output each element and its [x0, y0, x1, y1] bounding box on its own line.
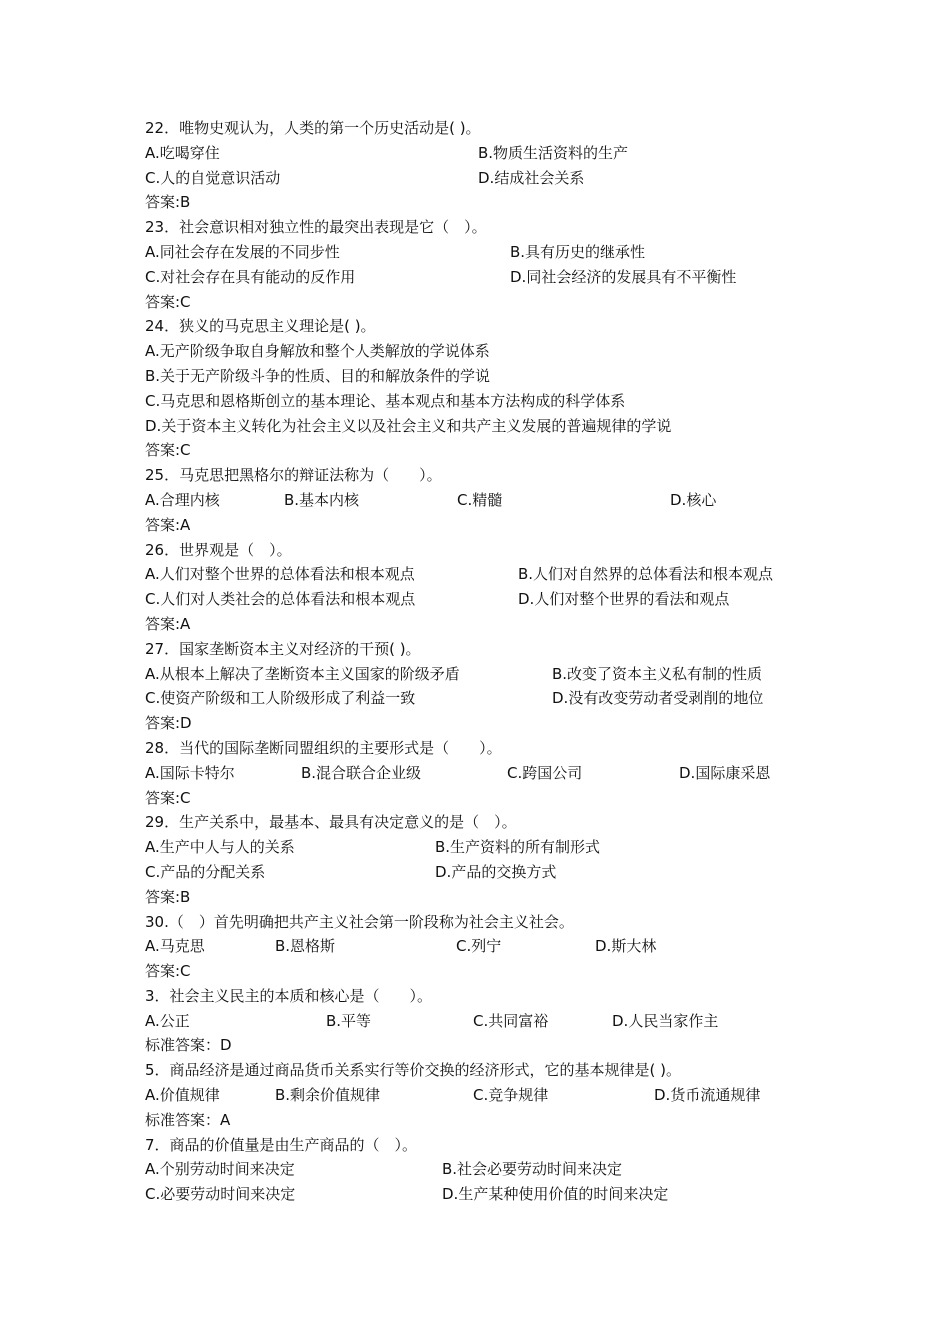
option-text: A.价值规律	[145, 1086, 220, 1105]
option-row	[145, 587, 845, 612]
answer-text: 标准答案：D	[145, 1036, 232, 1055]
question-text: 23．社会意识相对独立性的最突出表现是它（ ）。	[145, 218, 487, 237]
option-text: C.马克思和恩格斯创立的基本理论、基本观点和基本方法构成的科学体系	[145, 391, 626, 410]
answer-text: 答案:B	[145, 193, 191, 212]
question-text: 5．商品经济是通过商品货币关系实行等价交换的经济形式，它的基本规律是( )。	[145, 1061, 682, 1080]
option-text: D.结成社会关系	[478, 168, 585, 187]
option-row	[145, 860, 845, 885]
answer-text: 答案:C	[145, 441, 191, 460]
option-text: D.国际康采恩	[679, 763, 771, 782]
option-text: D.人们对整个世界的看法和观点	[518, 590, 730, 609]
option-text: A.无产阶级争取自身解放和整个人类解放的学说体系	[145, 342, 490, 361]
option-text: A.个别劳动时间来决定	[145, 1160, 295, 1179]
question-block	[145, 637, 845, 736]
option-text: C.跨国公司	[507, 763, 583, 782]
option-text: B.生产资料的所有制形式	[435, 838, 601, 857]
option-row	[145, 141, 845, 166]
option-text: C.精髓	[457, 490, 503, 509]
option-row	[145, 339, 845, 364]
option-text: A.同社会存在发展的不同步性	[145, 242, 340, 261]
question-block	[145, 116, 845, 215]
question-block	[145, 984, 845, 1058]
option-row	[145, 835, 845, 860]
option-text: D.产品的交换方式	[435, 862, 557, 881]
option-text: A.从根本上解决了垄断资本主义国家的阶级矛盾	[145, 664, 460, 683]
option-text: A.合理内核	[145, 490, 220, 509]
option-text: B.剩余价值规律	[275, 1086, 381, 1105]
option-text: B.混合联合企业级	[301, 763, 422, 782]
option-text: B.人们对自然界的总体看法和根本观点	[518, 565, 774, 584]
option-row	[145, 934, 845, 959]
option-text: B.改变了资本主义私有制的性质	[552, 664, 763, 683]
option-row	[145, 1009, 845, 1034]
option-row	[145, 240, 845, 265]
question-block	[145, 1058, 845, 1132]
option-text: A.马克思	[145, 937, 205, 956]
option-row	[145, 562, 845, 587]
option-row	[145, 488, 845, 513]
question-text: 3．社会主义民主的本质和核心是（ ）。	[145, 986, 433, 1005]
option-row	[145, 1157, 845, 1182]
option-text: D.没有改变劳动者受剥削的地位	[552, 689, 764, 708]
option-text: C.使资产阶级和工人阶级形成了利益一致	[145, 689, 416, 708]
question-text: 29．生产关系中，最基本、最具有决定意义的是（ ）。	[145, 813, 517, 832]
option-text: D.核心	[670, 490, 717, 509]
option-text: C.竞争规律	[473, 1086, 549, 1105]
option-text: D.斯大林	[595, 937, 657, 956]
option-text: D.人民当家作主	[612, 1011, 719, 1030]
option-text: C.对社会存在具有能动的反作用	[145, 267, 356, 286]
option-text: C.必要劳动时间来决定	[145, 1185, 296, 1204]
question-text: 27．国家垄断资本主义对经济的干预( )。	[145, 639, 421, 658]
question-block	[145, 538, 845, 637]
option-text: B.平等	[326, 1011, 372, 1030]
option-text: B.基本内核	[284, 490, 360, 509]
option-row	[145, 686, 845, 711]
question-block	[145, 215, 845, 314]
option-text: A.吃喝穿住	[145, 143, 220, 162]
option-row	[145, 364, 845, 389]
question-text: 24．狭义的马克思主义理论是( )。	[145, 317, 376, 336]
question-block	[145, 314, 845, 463]
answer-text: 标准答案：A	[145, 1110, 231, 1129]
option-text: C.产品的分配关系	[145, 862, 266, 881]
option-row	[145, 389, 845, 414]
question-block	[145, 463, 845, 537]
option-text: C.人的自觉意识活动	[145, 168, 281, 187]
option-text: D.货币流通规律	[654, 1086, 761, 1105]
option-text: B.物质生活资料的生产	[478, 143, 629, 162]
answer-text: 答案:C	[145, 292, 191, 311]
option-row	[145, 761, 845, 786]
option-row	[145, 414, 845, 439]
option-text: A.公正	[145, 1011, 190, 1030]
option-row	[145, 662, 845, 687]
question-list	[145, 116, 845, 1207]
option-row	[145, 166, 845, 191]
option-text: C.列宁	[456, 937, 502, 956]
question-block	[145, 910, 845, 984]
option-row	[145, 1083, 845, 1108]
option-text: A.国际卡特尔	[145, 763, 235, 782]
answer-text: 答案:C	[145, 962, 191, 981]
option-text: B.关于无产阶级斗争的性质、目的和解放条件的学说	[145, 366, 491, 385]
option-text: B.社会必要劳动时间来决定	[442, 1160, 623, 1179]
option-text: D.生产某种使用价值的时间来决定	[442, 1185, 669, 1204]
option-text: B.恩格斯	[275, 937, 336, 956]
option-text: D.关于资本主义转化为社会主义以及社会主义和共产主义发展的普遍规律的学说	[145, 416, 672, 435]
option-text: B.具有历史的继承性	[510, 242, 646, 261]
question-text: 22．唯物史观认为，人类的第一个历史活动是( )。	[145, 119, 481, 137]
question-text: 26．世界观是（ ）。	[145, 540, 292, 559]
option-text: A.生产中人与人的关系	[145, 838, 295, 857]
option-text: C.共同富裕	[473, 1011, 549, 1030]
answer-text: 答案:D	[145, 714, 192, 733]
option-text: D.同社会经济的发展具有不平衡性	[510, 267, 737, 286]
question-text: 7．商品的价值量是由生产商品的（ ）。	[145, 1135, 418, 1154]
question-block	[145, 736, 845, 810]
question-text: 25．马克思把黑格尔的辩证法称为（ ）。	[145, 466, 442, 485]
question-text: 28．当代的国际垄断同盟组织的主要形式是（ ）。	[145, 738, 502, 757]
answer-text: 答案:A	[145, 614, 191, 633]
answer-text: 答案:A	[145, 515, 191, 534]
option-text: C.人们对人类社会的总体看法和根本观点	[145, 590, 416, 609]
option-row	[145, 1182, 845, 1207]
question-text: 30.（ ）首先明确把共产主义社会第一阶段称为社会主义社会。	[145, 912, 574, 931]
answer-text: 答案:C	[145, 788, 191, 807]
option-row	[145, 265, 845, 290]
question-block	[145, 1133, 845, 1207]
option-text: A.人们对整个世界的总体看法和根本观点	[145, 565, 415, 584]
answer-text: 答案:B	[145, 887, 191, 906]
question-block	[145, 810, 845, 909]
